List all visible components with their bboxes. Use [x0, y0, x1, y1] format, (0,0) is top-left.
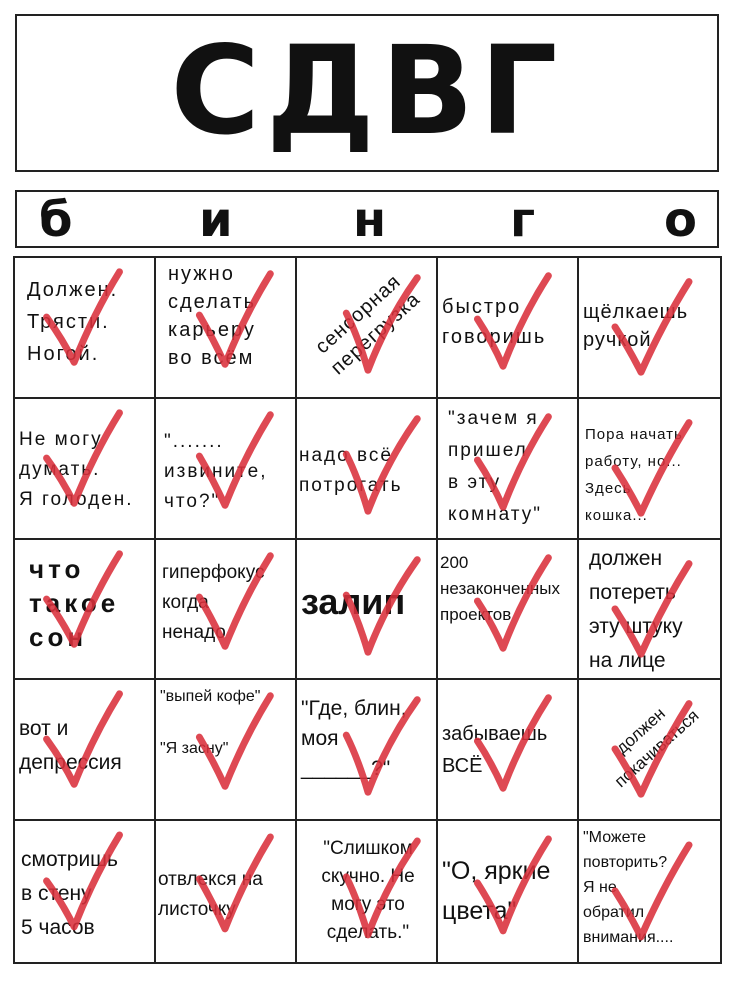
cell-text: "зачем я пришел в эту комнату": [448, 407, 542, 525]
cell-text: быстро говоришь: [442, 296, 547, 348]
bingo-letter-o: о: [664, 192, 697, 248]
cell-text: "Где, блин, моя ______?": [301, 697, 407, 781]
bingo-letter-n: н: [353, 192, 387, 248]
cell-text: "....... извините, что?": [164, 430, 268, 512]
cell-text: забываешь ВСЁ: [442, 723, 548, 778]
cell-text: нужно сделать карьеру во всём: [168, 263, 257, 369]
cell-text: должен потереть эту штуку на лице: [589, 546, 683, 672]
bingo-letter-b: б: [39, 192, 73, 248]
bingo-cell[interactable]: [438, 399, 579, 540]
cell-text: Не могу думать. Я голоден.: [19, 428, 134, 510]
bingo-cell[interactable]: [297, 540, 438, 681]
cell-text: залип: [301, 580, 406, 622]
bingo-cell[interactable]: [438, 258, 579, 399]
title: СДВГ: [170, 20, 564, 162]
cell-text: Должен. Трясти. Ногой.: [27, 279, 119, 365]
bingo-cell[interactable]: [438, 540, 579, 681]
cell-text: смотришь в стену 5 часов: [21, 848, 118, 940]
bingo-cell[interactable]: [15, 399, 156, 540]
bingo-cell[interactable]: [156, 258, 297, 399]
bingo-grid: [13, 256, 722, 964]
bingo-cell[interactable]: [297, 680, 438, 821]
cell-text: отвлекся на листочку: [158, 869, 263, 921]
bingo-cell[interactable]: [579, 258, 720, 399]
cell-text: гиперфокус когда ненадо: [162, 561, 265, 643]
bingo-cell[interactable]: [579, 821, 720, 962]
bingo-cell[interactable]: [15, 821, 156, 962]
bingo-cell[interactable]: [297, 258, 438, 399]
cell-text: "Слишком скучно. Не могу это сделать.": [321, 838, 415, 944]
bingo-cell[interactable]: [15, 540, 156, 681]
bingo-cell[interactable]: [579, 399, 720, 540]
cell-text: сенсорная перегрузка: [311, 270, 425, 380]
bingo-cell[interactable]: [15, 258, 156, 399]
cell-text: щёлкаешь ручкой: [583, 301, 689, 351]
bingo-header: [15, 190, 719, 248]
title-banner: [15, 14, 719, 172]
cell-text: вот и депрессия: [19, 717, 122, 775]
bingo-cell[interactable]: [156, 680, 297, 821]
cell-text: "Можете повторить? Я не обратил внимания....: [583, 829, 674, 947]
bingo-cell[interactable]: [579, 540, 720, 681]
bingo-cell[interactable]: [297, 821, 438, 962]
bingo-cell[interactable]: [15, 680, 156, 821]
bingo-cell[interactable]: [156, 399, 297, 540]
bingo-cell[interactable]: [438, 680, 579, 821]
cell-text: 200 незаконченных проектов: [440, 552, 560, 624]
cell-text: Пора начать работу, но... Здесь кошка...: [585, 425, 683, 524]
bingo-letter-i: и: [199, 192, 233, 248]
bingo-cell[interactable]: [156, 540, 297, 681]
cell-text: "О, яркие цвета": [442, 857, 551, 926]
cell-text: "выпей кофе" "Я засну": [160, 688, 261, 758]
cell-text: надо всё потрогать: [299, 444, 403, 496]
bingo-letter-g: г: [510, 192, 536, 248]
cell-text: что такое сон: [29, 553, 120, 652]
bingo-cell[interactable]: [579, 680, 720, 821]
bingo-cell[interactable]: [297, 399, 438, 540]
cell-text: должен покачиваться: [610, 704, 703, 792]
bingo-cell[interactable]: [156, 821, 297, 962]
bingo-cell[interactable]: [438, 821, 579, 962]
